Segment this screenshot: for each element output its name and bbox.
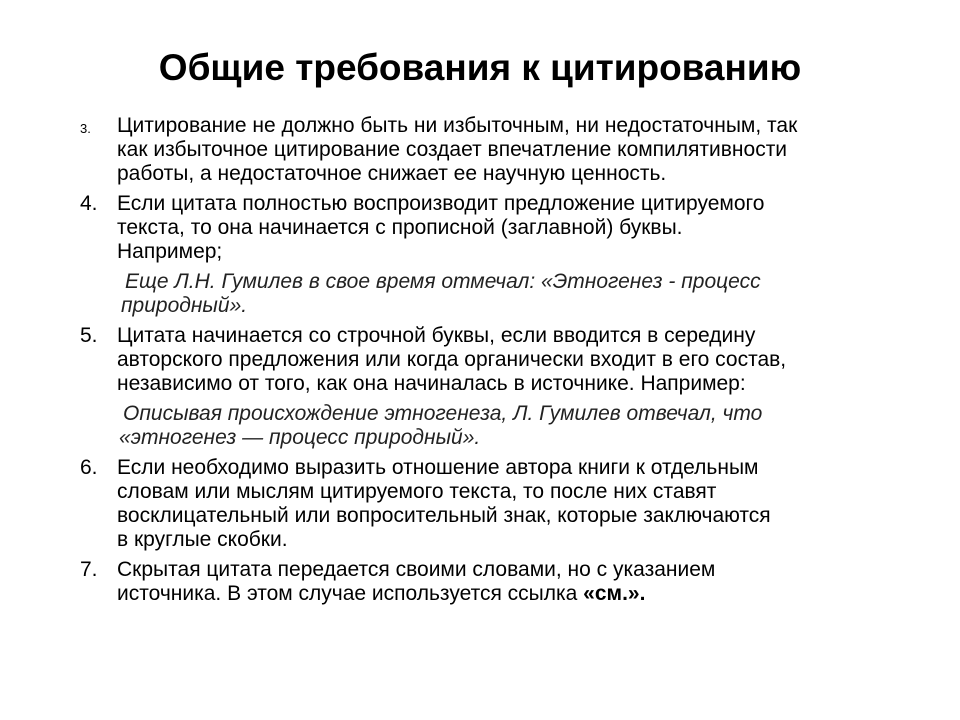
item-text-line: словам или мыслям цитируемого текста, то после них ставят: [117, 480, 717, 503]
item-text-line: работы, а недостаточное снижает ее научную ценность.: [117, 162, 667, 185]
item-text-line: в круглые скобки.: [117, 528, 288, 551]
emphasis-text: «см.».: [583, 582, 646, 605]
quote-example: [80, 402, 900, 450]
quote-line: природный».: [121, 294, 248, 317]
item-text-segment: источника. В этом случае используется ссылка: [117, 582, 584, 605]
list-item: [80, 456, 900, 552]
slide-title: Общие требования к цитированию: [158, 47, 802, 88]
item-number: 7.: [80, 558, 98, 581]
slide-body: [80, 114, 900, 606]
item-text-line: независимо от того, как она начиналась в источнике. Например:: [117, 372, 746, 395]
list-item: [80, 192, 900, 264]
quote-line: Описывая происхождение этногенеза, Л. Гумилев отвечал, что: [123, 402, 763, 425]
item-number: 6.: [80, 456, 98, 479]
quote-line: «этногенез — процесс природный».: [119, 426, 481, 449]
list-item: [80, 114, 900, 186]
list-item: [80, 324, 900, 396]
item-number: 3.: [80, 121, 91, 136]
item-text-line: авторского предложения или когда органически входит в его состав,: [117, 348, 787, 371]
quote-example: [80, 270, 900, 318]
item-text-line: Цитата начинается со строчной буквы, если вводится в середину: [117, 324, 756, 347]
item-text-line: Цитирование не должно быть ни избыточным, ни недостаточным, так: [117, 114, 798, 137]
item-text-line: Например;: [117, 240, 223, 263]
quote-line: Еще Л.Н. Гумилев в свое время отмечал: «Этногенез - процесс: [125, 270, 761, 293]
item-text-line: [117, 582, 900, 606]
item-text-line: Если цитата полностью воспроизводит предложение цитируемого: [117, 192, 765, 215]
list-item: [80, 558, 900, 606]
item-text-line: Скрытая цитата передается своими словами, но с указанием: [117, 558, 716, 581]
item-text-line: текста, то она начинается с прописной (заглавной) буквы.: [117, 216, 683, 239]
item-number: 5.: [80, 324, 98, 347]
item-text-line: как избыточное цитирование создает впечатление компилятивности: [117, 138, 788, 161]
item-number: 4.: [80, 192, 98, 215]
item-text-line: Если необходимо выразить отношение автора книги к отдельным: [117, 456, 759, 479]
item-text-line: восклицательный или вопросительный знак, которые заключаются: [117, 504, 771, 527]
